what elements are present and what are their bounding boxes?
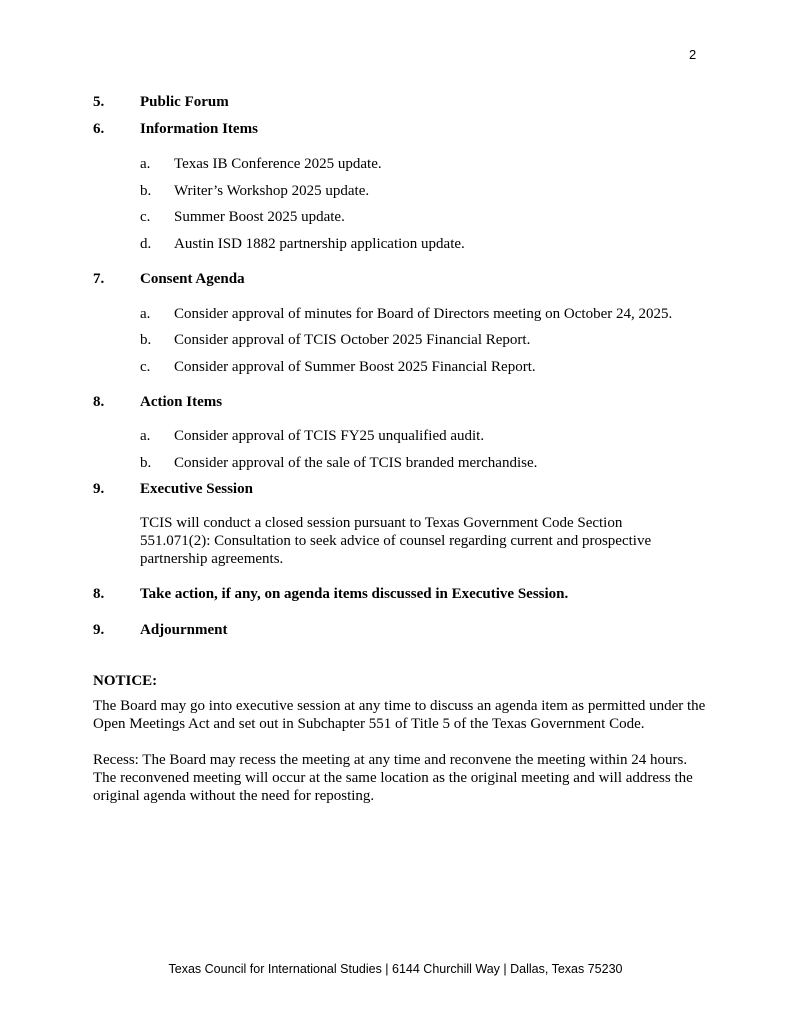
- section-title: Action Items: [140, 394, 223, 410]
- item-letter: b.: [140, 332, 152, 348]
- item-letter: c.: [140, 359, 151, 375]
- item-letter: a.: [140, 306, 151, 322]
- item-letter: c.: [140, 209, 151, 225]
- list-item: Consider approval of Summer Boost 2025 Financial Report.: [174, 359, 536, 375]
- section-title: Information Items: [140, 121, 258, 137]
- section-number: 6.: [93, 121, 105, 137]
- section-number: 8.: [93, 394, 105, 410]
- page-number: 2: [689, 47, 697, 62]
- list-item: Texas IB Conference 2025 update.: [174, 156, 382, 172]
- recess-paragraph: Recess: The Board may recess the meeting at any time and reconvene the meeting within 24 hours. The reconvened meeting will occur at the same location as the original meeting and will address the original agenda without the need for reposting.: [93, 752, 693, 804]
- notice-title: NOTICE:: [93, 673, 158, 689]
- page-footer: Texas Council for International Studies | 6144 Churchill Way | Dallas, Texas 75230: [168, 962, 623, 976]
- section-title: Executive Session: [140, 481, 253, 497]
- section-number: 9.: [93, 622, 105, 638]
- item-letter: b.: [140, 455, 152, 471]
- executive-session-paragraph: TCIS will conduct a closed session pursuant to Texas Government Code Section 551.071(2): Consultation to seek advice of counsel regarding current and prospective partnership agreements.: [140, 515, 652, 567]
- section-title: Consent Agenda: [140, 271, 245, 287]
- item-letter: b.: [140, 183, 152, 199]
- section-number: 9.: [93, 481, 105, 497]
- section-title: Public Forum: [140, 94, 229, 110]
- section-number: 7.: [93, 271, 105, 287]
- section-title: Adjournment: [140, 622, 228, 638]
- list-item: Consider approval of the sale of TCIS branded merchandise.: [174, 455, 538, 471]
- item-letter: d.: [140, 236, 152, 252]
- list-item: Consider approval of minutes for Board of Directors meeting on October 24, 2025.: [174, 306, 673, 322]
- list-item: Consider approval of TCIS FY25 unqualified audit.: [174, 428, 485, 444]
- list-item: Summer Boost 2025 update.: [174, 209, 345, 225]
- list-item: Consider approval of TCIS October 2025 Financial Report.: [174, 332, 531, 348]
- notice-paragraph: The Board may go into executive session at any time to discuss an agenda item as permitted under the Open Meetings Act and set out in Subchapter 551 of Title 5 of the Texas Government Code.: [93, 698, 706, 732]
- item-letter: a.: [140, 428, 151, 444]
- section-number: 8.: [93, 586, 105, 602]
- list-item: Writer’s Workshop 2025 update.: [174, 183, 370, 199]
- list-item: Austin ISD 1882 partnership application update.: [174, 236, 465, 252]
- item-letter: a.: [140, 156, 151, 172]
- section-title: Take action, if any, on agenda items discussed in Executive Session.: [140, 586, 569, 602]
- section-number: 5.: [93, 94, 105, 110]
